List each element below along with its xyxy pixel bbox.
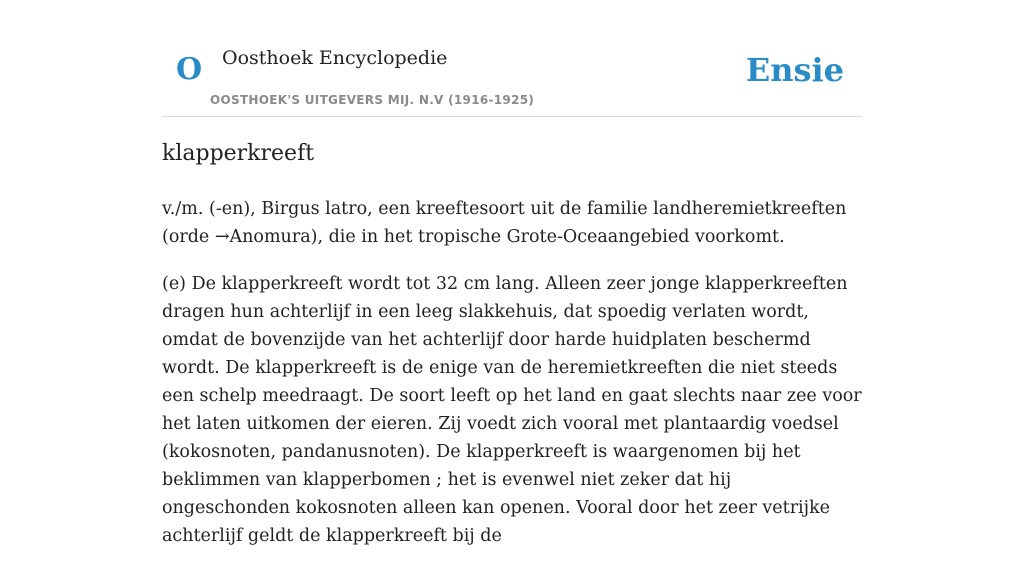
entry-content — [162, 135, 862, 569]
ensie-logo-link[interactable]: Ensie — [745, 51, 844, 89]
anomura-crossref-link[interactable]: →Anomura — [214, 227, 311, 247]
site-header — [162, 0, 862, 117]
definition-text-end: ), die in het tropische Grote-Oceaangebied voorkomt. — [310, 227, 785, 247]
definition-text-start: v./m. (-en), Birgus latro, een kreeftesoort uit de familie landheremietkreeften (orde — [162, 199, 847, 247]
letter-badge: O — [176, 52, 203, 87]
entry-body-text: (e) De klapperkreeft wordt tot 32 cm lang. Alleen zeer jonge klapperkreeften dragen hun achterlijf in een leeg slakkehuis, dat spoedig verlaten wordt, omdat de bovenzijde van het achterlijf door harde huidplaten beschermd wordt. De klapperkreeft is de enige van de heremietkreeften die niet steeds een schelp meedraagt. De soort leeft op het land en gaat slechts naar zee voor het laten uitkomen der eieren. Zij voedt zich vooral met plantaardig voedsel (kokosnoten, pandanusnoten). De klapperkreeft is waargenomen bij het beklimmen van klapperbomen ; het is evenwel niet zeker dat hij ongeschonden kokosnoten alleen kan openen. Vooral door het zeer vetrijke achterlijf geldt de klapperkreeft bij de — [162, 274, 862, 546]
entry-definition — [162, 195, 862, 251]
publisher-label: OOSTHOEK'S UITGEVERS MIJ. N.V (1916-1925) — [210, 93, 535, 107]
entry-headword: klapperkreeft — [162, 141, 315, 166]
source-title[interactable]: Oosthoek Encyclopedie — [222, 47, 448, 69]
